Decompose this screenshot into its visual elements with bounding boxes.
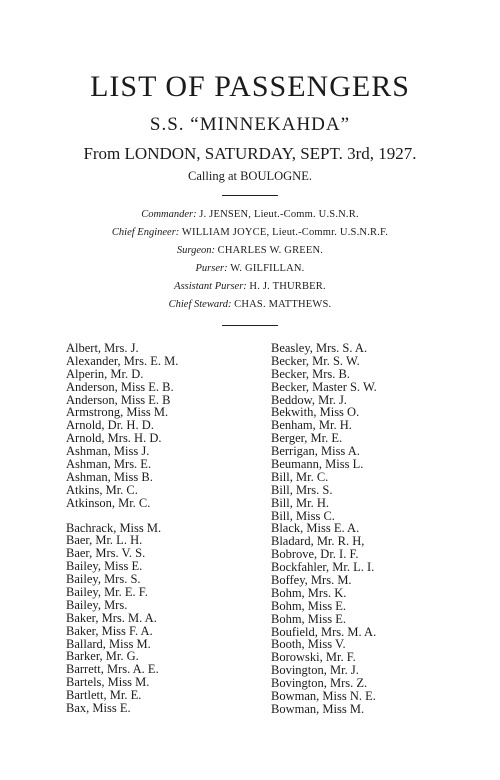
passenger-name: Atkins, Mr. C. [66,482,138,497]
officer-name: CHARLES W. GREEN. [217,245,324,256]
officer-role: Purser: [195,263,228,274]
passenger-name: Alperin, Mr. D. [66,366,144,381]
passenger-name: Ashman, Miss B. [66,469,153,484]
passenger-name: Bailey, Mrs. S. [66,572,141,587]
officer-name: J. JENSEN, Lieut.-Comm. U.S.N.R. [199,209,359,220]
passenger-name: Beddow, Mr. J. [271,392,347,407]
passenger-name: Bill, Mr. H. [271,495,329,510]
calling-port: Calling at BOULOGNE. [188,169,312,183]
page-title: LIST OF PASSENGERS [90,70,410,103]
passenger-name: Barrett, Mrs. A. E. [66,662,159,677]
divider-top [222,195,278,196]
passenger-name: Bowman, Miss N. E. [271,689,376,704]
officer-line [0,281,500,292]
officer-line [0,263,500,274]
passenger-name: Baker, Miss F. A. [66,623,153,638]
passenger-name: Alexander, Mrs. E. M. [66,353,179,368]
passenger-name: Berrigan, Miss A. [271,444,360,459]
passenger-name: Becker, Mr. S. W. [271,353,360,368]
officer-name: WILLIAM JOYCE, Lieut.-Commr. U.S.N.R.F. [181,227,389,238]
passenger-name: Bovington, Mrs. Z. [271,676,368,691]
passenger-name: Barker, Mr. G. [66,649,139,664]
passenger-name: Bohm, Miss E. [271,611,347,626]
officer-line [0,299,500,310]
passenger-column-left [66,342,178,715]
passenger-name: Bachrack, Miss M. [66,520,162,535]
officer-line [0,209,500,220]
passenger-name: Bladard, Mr. R. H, [271,534,365,549]
passenger-name: Ballard, Miss M. [66,636,151,651]
passenger-name: Becker, Mrs. B. [271,366,350,381]
passenger-name: Bartlett, Mr. E. [66,688,142,703]
officer-role: Chief Steward: [168,299,232,310]
officer-role: Surgeon: [176,245,215,256]
sailing-info: From LONDON, SATURDAY, SEPT. 3rd, 1927. [83,144,417,163]
passenger-name: Bailey, Mrs. [66,597,128,612]
passenger-name: Bax, Miss E. [66,701,131,716]
passenger-name: Bill, Mr. C. [271,469,329,484]
passenger-column-right [271,342,377,716]
passenger-name: Baker, Mrs. M. A. [66,610,157,625]
passenger-name: Albert, Mrs. J. [66,341,139,355]
passenger-name: Ashman, Miss J. [66,444,150,459]
passenger-name: Berger, Mr. E. [271,431,343,446]
passenger-name: Black, Miss E. A. [271,521,360,536]
officer-line [0,227,500,238]
divider-bottom [222,325,278,326]
officer-role: Assistant Purser: [174,281,247,292]
passenger-name: Borowski, Mr. F. [271,650,356,665]
passenger-name: Armstrong, Miss M. [66,405,169,420]
officer-name: CHAS. MATTHEWS. [234,299,332,310]
passenger-name: Baer, Mrs. V. S. [66,546,146,561]
passenger-name: Baer, Mr. L. H. [66,533,143,548]
passenger-name: Bockfahler, Mr. L. I. [271,560,375,575]
passenger-name: Bovington, Mr. J. [271,663,359,678]
group-gap [66,510,178,522]
passenger-name: Bill, Mrs. S. [271,482,333,497]
passenger-name: Arnold, Dr. H. D. [66,418,154,433]
officer-name: H. J. THURBER. [249,281,326,292]
passenger-name: Arnold, Mrs. H. D. [66,431,162,446]
passenger-name: Boufield, Mrs. M. A. [271,624,377,639]
passenger-name: Bailey, Mr. E. F. [66,585,148,600]
passenger-name: Bailey, Miss E. [66,559,143,574]
passenger-name: Anderson, Miss E. B [66,392,171,407]
passenger-name: Bartels, Miss M. [66,675,150,690]
passenger-name: Bohm, Miss E. [271,598,347,613]
passenger-name: Becker, Master S. W. [271,379,377,394]
officer-role: Commander: [141,209,197,220]
passenger-name: Beasley, Mrs. S. A. [271,341,368,355]
passenger-name: Bobrove, Dr. I. F. [271,547,359,562]
passenger-name: Bill, Miss C. [271,508,335,523]
officer-name: W. GILFILLAN. [230,263,305,274]
passenger-name: Booth, Miss V. [271,637,346,652]
passenger-name: Anderson, Miss E. B. [66,379,174,394]
passenger-name: Boffey, Mrs. M. [271,573,352,588]
passenger-name: Bowman, Miss M. [271,701,365,716]
passenger-name: Bohm, Mrs. K. [271,585,347,600]
passenger-name: Ashman, Mrs. E. [66,457,152,472]
passenger-name: Atkinson, Mr. C. [66,495,151,510]
officer-role: Chief Engineer: [111,227,180,238]
passenger-name: Beumann, Miss L. [271,457,364,472]
passenger-name: Bekwith, Miss O. [271,405,360,420]
passenger-name: Benham, Mr. H. [271,418,352,433]
officer-line [0,245,500,256]
ship-name: S.S. “MINNEKAHDA” [149,114,351,135]
